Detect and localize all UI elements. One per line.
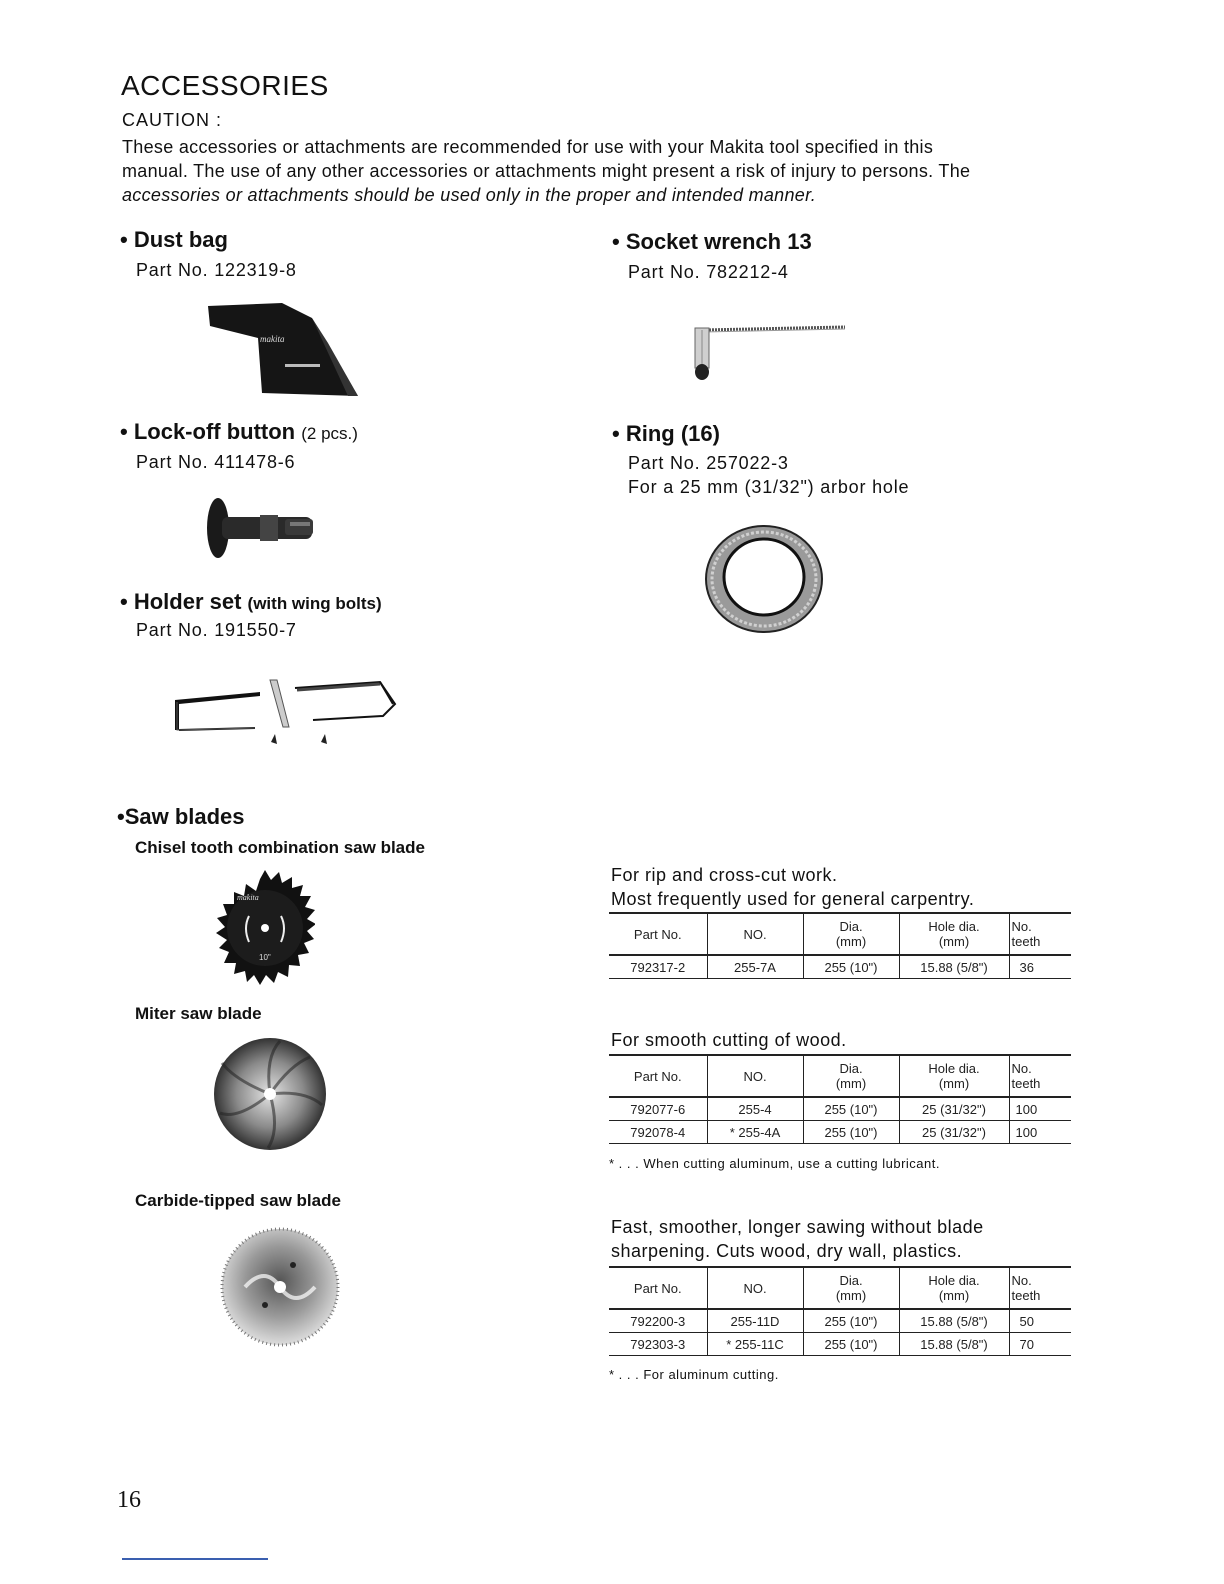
cell-hole: 25 (31/32") bbox=[899, 1097, 1009, 1121]
carbide-desc-line-1: Fast, smoother, longer sawing without blade bbox=[611, 1217, 984, 1237]
caution-line-3: accessories or attachments should be used only in the proper and intended manner. bbox=[122, 185, 817, 205]
chisel-blade-title: Chisel tooth combination saw blade bbox=[135, 838, 425, 857]
table-row bbox=[609, 955, 1071, 979]
header-teeth: No. teeth bbox=[1009, 913, 1071, 955]
miter-footnote: * . . . When cutting aluminum, use a cutting lubricant. bbox=[609, 1156, 940, 1171]
ring-image bbox=[700, 523, 830, 638]
chisel-desc-line-2: Most frequently used for general carpentry. bbox=[611, 889, 975, 909]
header-part-no: Part No. bbox=[609, 913, 707, 955]
ring-name: Ring (16) bbox=[625, 421, 720, 446]
cell-hole: 15.88 (5/8") bbox=[899, 955, 1009, 979]
makita-logo: makita bbox=[260, 334, 285, 344]
dust-bag-part: Part No. 122319-8 bbox=[136, 260, 297, 280]
chisel-blade-image bbox=[215, 868, 315, 988]
cell-no: * 255-4A bbox=[707, 1121, 803, 1144]
carbide-blade-image bbox=[215, 1225, 345, 1350]
holder-set-title bbox=[120, 589, 382, 615]
header-teeth: No. teeth bbox=[1009, 1055, 1071, 1097]
chisel-desc-line-1: For rip and cross-cut work. bbox=[611, 865, 838, 885]
caution-text bbox=[122, 135, 1082, 207]
blade-size-label: 10" bbox=[259, 953, 271, 962]
ring-title bbox=[612, 421, 720, 447]
dust-bag-name: Dust bag bbox=[133, 227, 228, 252]
header-dia: Dia. (mm) bbox=[803, 1055, 899, 1097]
cell-dia: 255 (10") bbox=[803, 955, 899, 979]
caution-line-1: These accessories or attachments are recommended for use with your Makita tool specified in this bbox=[122, 137, 934, 157]
cell-part: 792077-6 bbox=[609, 1097, 707, 1121]
saw-blades-title bbox=[117, 804, 245, 830]
lock-off-qty: (2 pcs.) bbox=[301, 424, 358, 443]
dust-bag-title bbox=[120, 227, 228, 253]
page-title: ACCESSORIES bbox=[121, 70, 329, 101]
header-hole-dia: Hole dia. (mm) bbox=[899, 1055, 1009, 1097]
bullet-icon: • bbox=[120, 419, 128, 444]
makita-logo: makita bbox=[237, 893, 259, 902]
header-part-no: Part No. bbox=[609, 1267, 707, 1309]
table-row bbox=[609, 1121, 1071, 1144]
table-row bbox=[609, 1309, 1071, 1333]
holder-set-name: Holder set bbox=[133, 589, 242, 614]
bullet-icon: • bbox=[612, 421, 620, 446]
miter-blade-image bbox=[210, 1035, 330, 1153]
cell-part: 792078-4 bbox=[609, 1121, 707, 1144]
holder-set-part: Part No. 191550-7 bbox=[136, 620, 297, 640]
cell-hole: 15.88 (5/8") bbox=[899, 1309, 1009, 1333]
cell-dia: 255 (10") bbox=[803, 1309, 899, 1333]
lock-off-title bbox=[120, 419, 358, 445]
holder-set-image bbox=[165, 672, 405, 752]
cell-no: * 255-11C bbox=[707, 1333, 803, 1356]
socket-wrench-title bbox=[612, 229, 812, 255]
cell-no: 255-4 bbox=[707, 1097, 803, 1121]
header-teeth: No. teeth bbox=[1009, 1267, 1071, 1309]
caution-line-2: manual. The use of any other accessories or attachments might present a risk of injury to persons. The bbox=[122, 161, 971, 181]
saw-blades-name: Saw blades bbox=[124, 804, 245, 829]
bullet-icon: • bbox=[612, 229, 620, 254]
header-no: NO. bbox=[707, 1267, 803, 1309]
header-no: NO. bbox=[707, 913, 803, 955]
header-dia: Dia. (mm) bbox=[803, 913, 899, 955]
ring-note: For a 25 mm (31/32") arbor hole bbox=[628, 477, 910, 497]
header-hole-dia: Hole dia. (mm) bbox=[899, 1267, 1009, 1309]
caution-label: CAUTION : bbox=[122, 110, 223, 130]
table-header-row bbox=[609, 1267, 1071, 1309]
bullet-icon: • bbox=[120, 589, 128, 614]
dust-bag-image bbox=[200, 298, 365, 398]
table-header-row bbox=[609, 913, 1071, 955]
lock-off-button-image bbox=[200, 495, 330, 565]
page-number: 16 bbox=[117, 1487, 141, 1513]
carbide-desc bbox=[611, 1215, 984, 1263]
cell-teeth: 100 bbox=[1009, 1121, 1071, 1144]
cell-hole: 15.88 (5/8") bbox=[899, 1333, 1009, 1356]
miter-blade-title: Miter saw blade bbox=[135, 1004, 262, 1023]
wing-bolt-icon bbox=[271, 734, 277, 744]
cell-dia: 255 (10") bbox=[803, 1121, 899, 1144]
table-row bbox=[609, 1097, 1071, 1121]
lock-off-part: Part No. 411478-6 bbox=[136, 452, 296, 472]
cell-part: 792317-2 bbox=[609, 955, 707, 979]
miter-blade-table bbox=[609, 1054, 1071, 1144]
cell-no: 255-7A bbox=[707, 955, 803, 979]
carbide-blade-table bbox=[609, 1266, 1071, 1356]
socket-wrench-image bbox=[685, 318, 855, 383]
bullet-icon: • bbox=[120, 227, 128, 252]
table-row bbox=[609, 1333, 1071, 1356]
header-no: NO. bbox=[707, 1055, 803, 1097]
cell-teeth: 50 bbox=[1009, 1309, 1071, 1333]
holder-set-qualifier: (with wing bolts) bbox=[247, 594, 382, 613]
ring-part: Part No. 257022-3 bbox=[628, 453, 789, 473]
lock-off-name: Lock-off button bbox=[133, 419, 296, 444]
table-header-row bbox=[609, 1055, 1071, 1097]
cell-teeth: 70 bbox=[1009, 1333, 1071, 1356]
cell-teeth: 100 bbox=[1009, 1097, 1071, 1121]
cell-hole: 25 (31/32") bbox=[899, 1121, 1009, 1144]
chisel-desc bbox=[611, 863, 974, 911]
bullet-icon: • bbox=[117, 804, 125, 829]
socket-wrench-name: Socket wrench 13 bbox=[625, 229, 812, 254]
header-dia: Dia. (mm) bbox=[803, 1267, 899, 1309]
miter-desc: For smooth cutting of wood. bbox=[611, 1030, 847, 1050]
footer-divider bbox=[122, 1558, 268, 1560]
header-part-no: Part No. bbox=[609, 1055, 707, 1097]
carbide-blade-title: Carbide-tipped saw blade bbox=[135, 1191, 341, 1210]
cell-dia: 255 (10") bbox=[803, 1097, 899, 1121]
carbide-footnote: * . . . For aluminum cutting. bbox=[609, 1367, 779, 1382]
header-hole-dia: Hole dia. (mm) bbox=[899, 913, 1009, 955]
cell-part: 792200-3 bbox=[609, 1309, 707, 1333]
chisel-blade-table bbox=[609, 912, 1071, 979]
cell-dia: 255 (10") bbox=[803, 1333, 899, 1356]
carbide-desc-line-2: sharpening. Cuts wood, dry wall, plastics. bbox=[611, 1241, 963, 1261]
cell-no: 255-11D bbox=[707, 1309, 803, 1333]
wing-bolt-icon bbox=[321, 734, 327, 744]
socket-wrench-part: Part No. 782212-4 bbox=[628, 262, 789, 282]
cell-part: 792303-3 bbox=[609, 1333, 707, 1356]
cell-teeth: 36 bbox=[1009, 955, 1071, 979]
